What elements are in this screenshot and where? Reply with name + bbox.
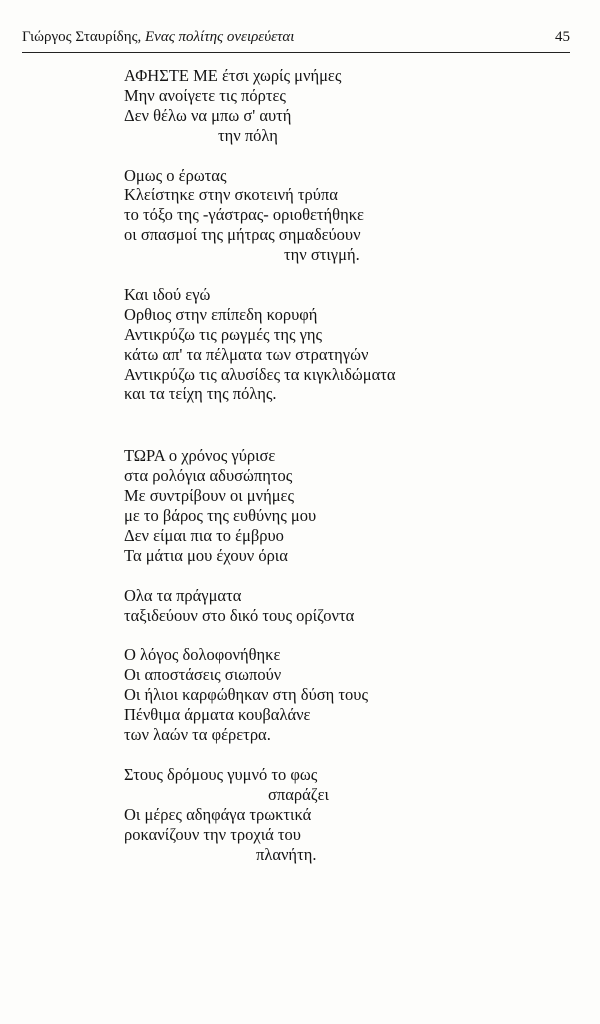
header-author-title	[22, 29, 294, 46]
poem-line: την στιγμή.	[284, 245, 360, 265]
poem-body	[124, 66, 544, 864]
poem-line: Κλείστηκε στην σκοτεινή τρύπα	[124, 185, 338, 205]
stanza-gap	[124, 745, 544, 765]
poem-line: κάτω απ' τα πέλματα των στρατηγών	[124, 344, 369, 364]
stanza-gap	[124, 404, 544, 446]
poem-line: σπαράζει	[268, 784, 329, 804]
poem-line: το τόξο της -γάστρας- οριοθετήθηκε	[124, 205, 364, 225]
book-title: Ενας πολίτης ονειρεύεται	[145, 29, 295, 45]
poem-line: Ομως ο έρωτας	[124, 165, 227, 185]
page-number: 45	[555, 29, 570, 45]
poem-line: Μην ανοίγετε τις πόρτες	[124, 85, 286, 105]
poem-line: Δεν είμαι πια το έμβρυο	[124, 525, 284, 545]
stanza-gap	[124, 265, 544, 285]
poem-line: Και ιδού εγώ	[124, 285, 211, 305]
poem-line: ΑΦΗΣΤΕ ΜΕ έτσι χωρίς μνήμες	[124, 66, 342, 85]
poem-line: ΤΩΡΑ ο χρόνος γύρισε	[124, 446, 276, 466]
author-name: Γιώργος Σταυρίδης,	[22, 29, 142, 45]
poem-line: πλανήτη.	[256, 844, 317, 864]
poem-line: ταξιδεύουν στο δικό τους ορίζοντα	[124, 605, 355, 625]
poem-line: Με συντρίβουν οι μνήμες	[124, 486, 295, 506]
poem-line: Πένθιμα άρματα κουβαλάνε	[124, 705, 311, 725]
poem-line: ροκανίζουν την τροχιά του	[124, 824, 301, 844]
poem-line: Ο λόγος δολοφονήθηκε	[124, 645, 281, 665]
poem-line: με το βάρος της ευθύνης μου	[124, 506, 317, 526]
poem-line: Τα μάτια μου έχουν όρια	[124, 545, 288, 565]
poem-line: στα ρολόγια αδυσώπητος	[124, 466, 293, 486]
stanza-gap	[124, 146, 544, 166]
poem-line: την πόλη	[218, 125, 278, 145]
header-rule	[22, 52, 570, 53]
poem-line: των λαών τα φέρετρα.	[124, 725, 271, 745]
poem-line: Ορθιος στην επίπεδη κορυφή	[124, 304, 318, 324]
poem-line: Αντικρύζω τις ρωγμές της γης	[124, 324, 323, 344]
poem-line: Δεν θέλω να μπω σ' αυτή	[124, 105, 292, 125]
poem-line: Αντικρύζω τις αλυσίδες τα κιγκλιδώματα	[124, 364, 396, 384]
poem-line: Ολα τα πράγματα	[124, 585, 242, 605]
poem-line: Οι αποστάσεις σιωπούν	[124, 665, 282, 685]
running-header	[22, 26, 570, 50]
poem-line: Στους δρόμους γυμνό το φως	[124, 764, 318, 784]
stanza-gap	[124, 566, 544, 586]
stanza-gap	[124, 625, 544, 645]
poem-line: και τα τείχη της πόλης.	[124, 384, 277, 404]
poem-line: οι σπασμοί της μήτρας σημαδεύουν	[124, 225, 361, 245]
poem-line: Οι μέρες αδηφάγα τρωκτικά	[124, 804, 312, 824]
poem-line: Οι ήλιοι καρφώθηκαν στη δύση τους	[124, 685, 368, 705]
